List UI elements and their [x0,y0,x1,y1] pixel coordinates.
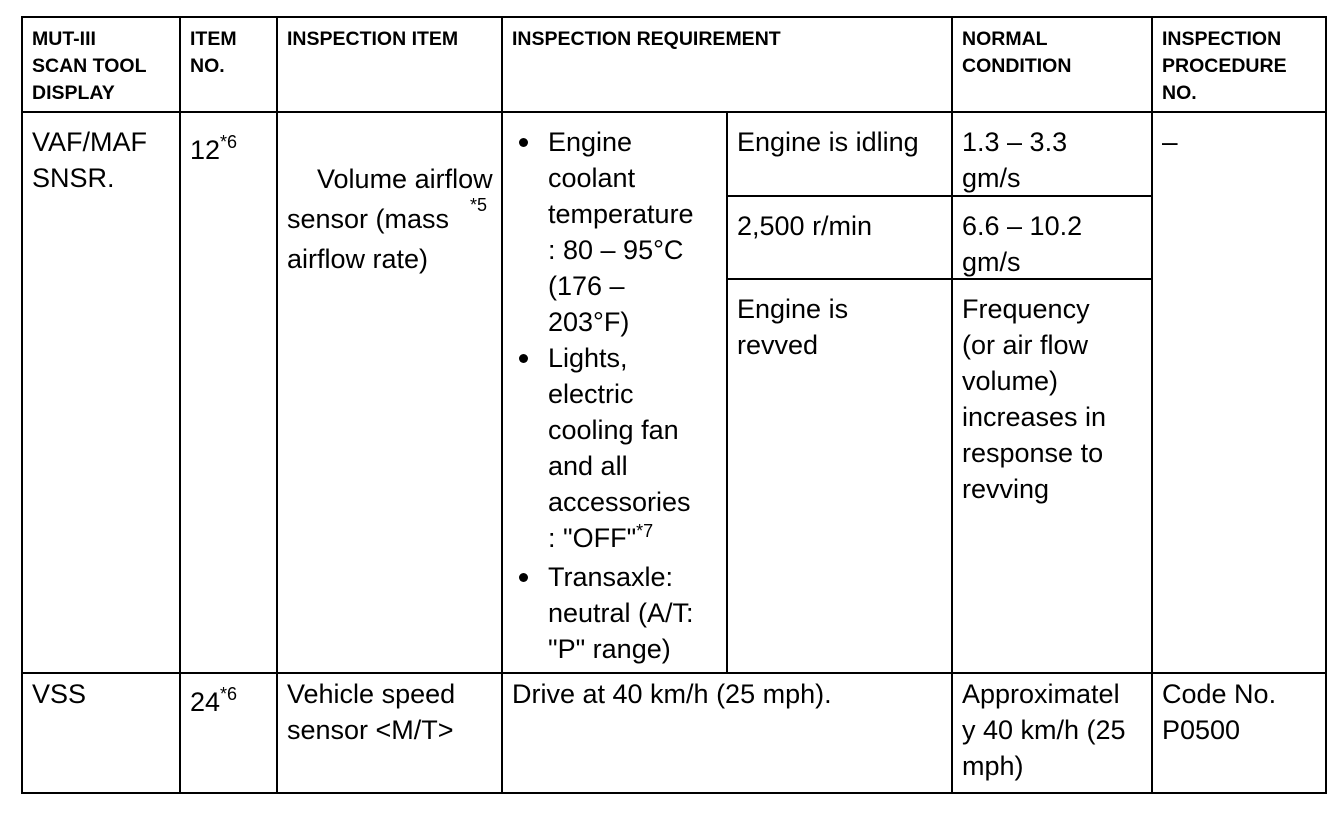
bullet-text: Transaxle: neutral (A/T: "P" range) [548,562,694,664]
row2-normal-condition: Approximatel y 40 km/h (25 mph) [962,679,1126,781]
header-normal-condition: NORMAL CONDITION [962,28,1072,77]
header-procedure-no: INSPECTION PROCEDURE NO. [1162,28,1287,104]
requirement-bullet-accessories [509,340,726,559]
row1-condition-normal-2500: 6.6 – 10.2 gm/s [962,211,1083,277]
requirement-bullet-coolant [509,124,726,340]
header-display: MUT-III SCAN TOOL DISPLAY [32,28,147,104]
row2-item-note: *6 [220,684,238,704]
bullet-dot [519,138,528,147]
header-item-no: ITEM NO. [190,28,237,77]
header-inspection-requirement: INSPECTION REQUIREMENT [512,28,781,50]
row1-procedure-no: – [1162,126,1178,157]
row2-inspection-item: Vehicle speed sensor <M/T> [287,679,456,745]
row1-inspection-item [278,113,501,274]
bullet-dot [519,354,528,363]
row1-condition-state-2500: 2,500 r/min [737,211,873,241]
bullet-note: *7 [636,521,654,541]
bullet-text: Lights, electric cooling fan and all accessories : "OFF" [548,343,691,553]
row1-item-no [181,113,276,193]
requirement-bullet-transaxle [509,559,726,667]
bullet-text: Engine coolant temperature : 80 – 95°C (176 – 203°F) [548,127,694,337]
row1-requirement [503,113,726,672]
row1-condition-state-revved: Engine is revved [737,294,849,360]
row1-display: VAF/MAF SNSR. [32,127,148,193]
row2-display: VSS [32,679,87,709]
row2-requirement: Drive at 40 km/h (25 mph). [512,679,832,709]
row2-item-number: 24 [190,687,221,717]
row1-condition-normal-idle: 1.3 – 3.3 gm/s [962,127,1068,193]
row1-condition-normal-revved: Frequency (or air flow volume) increases in response to revving [962,294,1107,504]
row1-condition-state-idle: Engine is idling [737,127,919,157]
table-border-bottom [21,792,1327,794]
row1-item-note: *6 [220,132,238,152]
row1-item-number: 12 [190,135,221,165]
row1-inspection-item-note: *5 [470,195,488,215]
row2-item-no [181,674,276,792]
bullet-dot [519,573,528,582]
table-border-right [1325,16,1327,794]
header-inspection-item: INSPECTION ITEM [287,28,459,50]
row1-requirement-list [509,124,726,667]
row2-procedure-no: Code No. P0500 [1162,679,1277,745]
row1-inspection-item-text: Volume airflow sensor (mass airflow rate) [287,164,493,274]
